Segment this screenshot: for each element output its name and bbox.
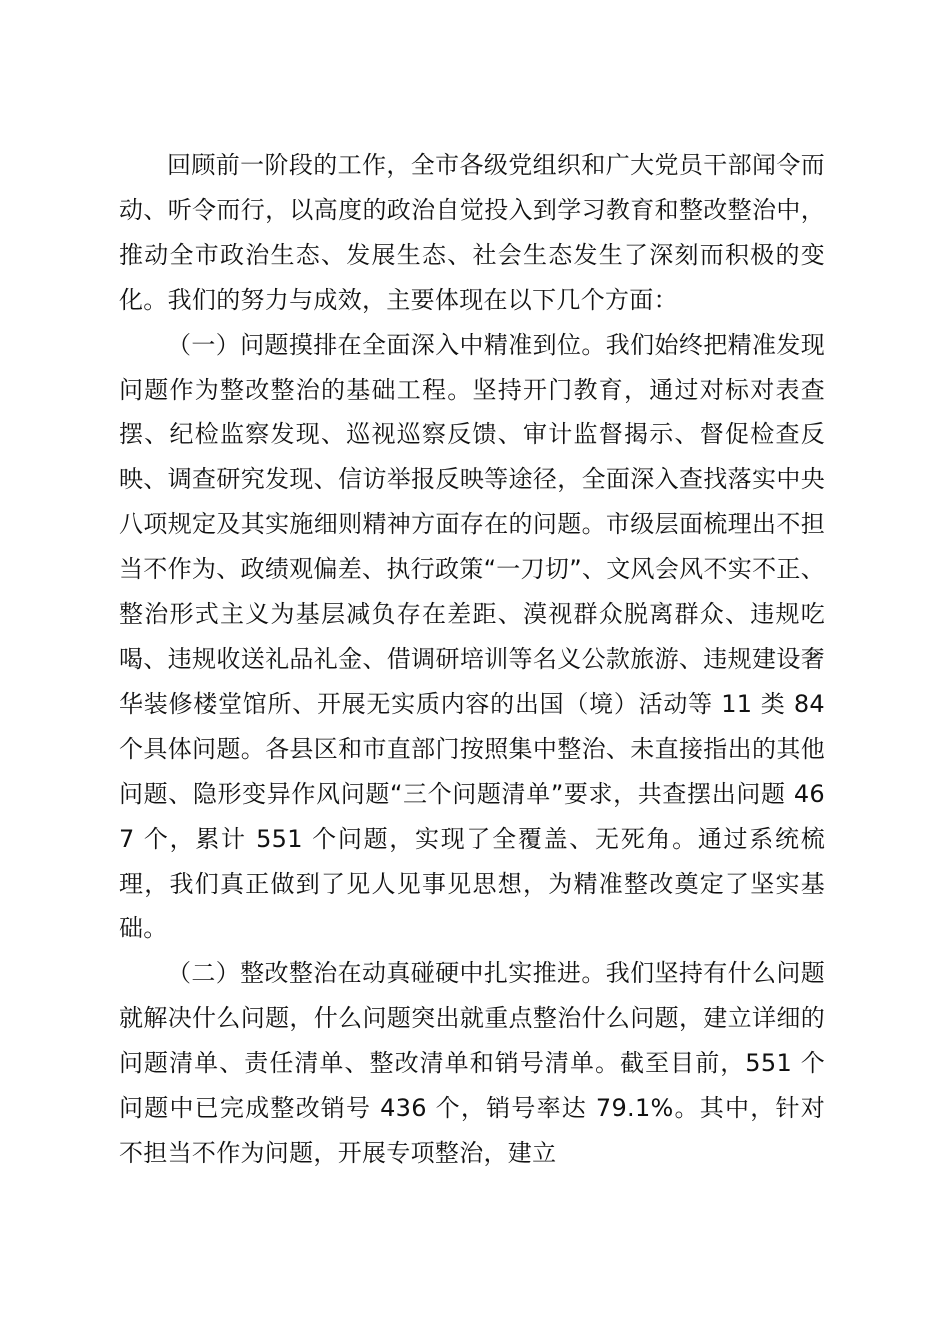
paragraph-intro: 回顾前一阶段的工作，全市各级党组织和广大党员干部闻令而动、听令而行，以高度的政治自觉投入到学习教育和整改整治中，推动全市政治生态、发展生态、社会生态发生了深刻而积极的变化。我们的努力与成效，主要体现在以下几个方面： [119,151,825,314]
document-body [119,143,825,1176]
paragraph-section-two: （二）整改整治在动真碰硬中扎实推进。我们坚持有什么问题就解决什么问题，什么问题突出就重点整治什么问题，建立详细的问题清单、责任清单、整改清单和销号清单。截至目前，551 个问题中已完成整改销号 436 个，销号率达 79.1%。其中，针对不担当不作为问题，开展专项整治，建立 [119,959,825,1167]
paragraph-section-one: （一）问题摸排在全面深入中精准到位。我们始终把精准发现问题作为整改整治的基础工程。坚持开门教育，通过对标对表查摆、纪检监察发现、巡视巡察反馈、审计监督揭示、督促检查反映、调查研究发现、信访举报反映等途径，全面深入查找落实中央八项规定及其实施细则精神方面存在的问题。市级层面梳理出不担当不作为、政绩观偏差、执行政策“一刀切”、文风会风不实不正、整治形式主义为基层减负存在差距、漠视群众脱离群众、违规吃喝、违规收送礼品礼金、借调研培训等名义公款旅游、违规建设奢华装修楼堂馆所、开展无实质内容的出国（境）活动等 11 类 84 个具体问题。各县区和市直部门按照集中整治、未直接指出的其他问题、隐形变异作风问题“三个问题清单”要求，共查摆出问题 467 个，累计 551 个问题，实现了全覆盖、无死角。通过系统梳理，我们真正做到了见人见事见思想，为精准整改奠定了坚实基础。 [119,330,825,943]
